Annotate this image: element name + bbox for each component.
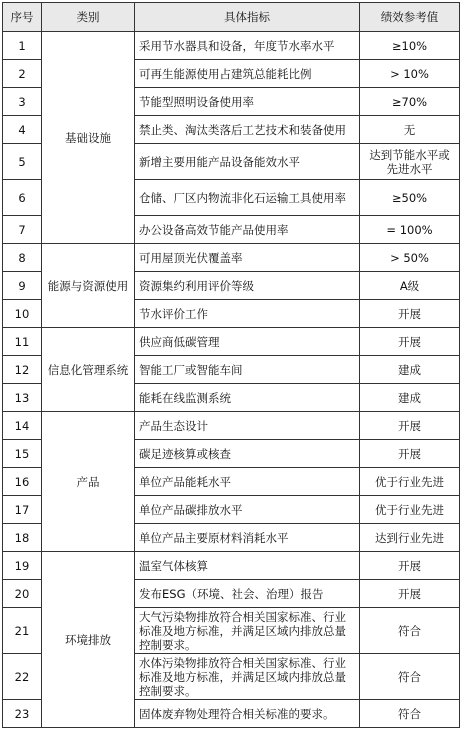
value-cell: 符合: [360, 700, 460, 728]
value-cell: 开展: [360, 440, 460, 468]
category-cell: 基础设施: [42, 32, 135, 244]
indicator-cell: 仓储、厂区内物流非化石运输工具使用率: [135, 180, 360, 216]
header-value: 绩效参考值: [360, 3, 460, 32]
value-cell: 符合: [360, 608, 460, 654]
row-index: 16: [3, 468, 42, 496]
indicator-cell: 能耗在线监测系统: [135, 384, 360, 412]
row-index: 9: [3, 272, 42, 300]
category-cell: 环境排放: [42, 552, 135, 728]
value-cell: 开展: [360, 300, 460, 328]
row-index: 15: [3, 440, 42, 468]
indicator-cell: 单位产品主要原材料消耗水平: [135, 524, 360, 552]
value-cell: ≥70%: [360, 88, 460, 116]
row-index: 10: [3, 300, 42, 328]
row-index: 17: [3, 496, 42, 524]
row-index: 8: [3, 244, 42, 272]
row-index: 21: [3, 608, 42, 654]
indicator-cell: 发布ESG（环境、社会、治理）报告: [135, 580, 360, 608]
value-cell: 开展: [360, 328, 460, 356]
indicator-cell: 温室气体核算: [135, 552, 360, 580]
indicator-cell: 产品生态设计: [135, 412, 360, 440]
indicator-cell: 资源集约利用评价等级: [135, 272, 360, 300]
value-cell: 建成: [360, 356, 460, 384]
table-body: [3, 32, 460, 728]
header-idx: 序号: [3, 3, 42, 32]
table-row: [3, 552, 460, 580]
indicator-cell: 办公设备高效节能产品使用率: [135, 216, 360, 244]
table-header-row: [3, 3, 460, 32]
row-index: 23: [3, 700, 42, 728]
value-cell: = 100%: [360, 216, 460, 244]
table-row: [3, 244, 460, 272]
value-cell: 达到行业先进: [360, 524, 460, 552]
value-cell: 达到节能水平或先进水平: [360, 144, 460, 180]
value-cell: 无: [360, 116, 460, 144]
row-index: 19: [3, 552, 42, 580]
row-index: 4: [3, 116, 42, 144]
indicator-cell: 水体污染物排放符合相关国家标准、行业标准及地方标准，并满足区域内排放总量控制要求。: [135, 654, 360, 700]
table-row: [3, 412, 460, 440]
row-index: 3: [3, 88, 42, 116]
row-index: 6: [3, 180, 42, 216]
row-index: 22: [3, 654, 42, 700]
indicator-cell: 采用节水器具和设备，年度节水率水平: [135, 32, 360, 60]
indicator-cell: 智能工厂或智能车间: [135, 356, 360, 384]
row-index: 11: [3, 328, 42, 356]
header-indicator: 具体指标: [135, 3, 360, 32]
indicator-cell: 禁止类、淘汰类落后工艺技术和装备使用: [135, 116, 360, 144]
value-cell: A级: [360, 272, 460, 300]
table-row: [3, 32, 460, 60]
value-cell: > 50%: [360, 244, 460, 272]
category-cell: 信息化管理系统: [42, 328, 135, 412]
value-cell: 建成: [360, 384, 460, 412]
table-row: [3, 328, 460, 356]
value-cell: 开展: [360, 580, 460, 608]
value-cell: 开展: [360, 412, 460, 440]
value-cell: 优于行业先进: [360, 468, 460, 496]
value-cell: ≥10%: [360, 32, 460, 60]
value-cell: 符合: [360, 654, 460, 700]
indicator-table: [2, 2, 460, 728]
value-cell: > 10%: [360, 60, 460, 88]
row-index: 18: [3, 524, 42, 552]
indicator-cell: 节水评价工作: [135, 300, 360, 328]
header-category: 类别: [42, 3, 135, 32]
indicator-cell: 单位产品能耗水平: [135, 468, 360, 496]
row-index: 20: [3, 580, 42, 608]
indicator-cell: 节能型照明设备使用率: [135, 88, 360, 116]
indicator-cell: 固体废弃物处理符合相关标准的要求。: [135, 700, 360, 728]
indicator-cell: 单位产品碳排放水平: [135, 496, 360, 524]
row-index: 2: [3, 60, 42, 88]
indicator-cell: 供应商低碳管理: [135, 328, 360, 356]
category-cell: 能源与资源使用: [42, 244, 135, 328]
indicator-cell: 大气污染物排放符合相关国家标准、行业标准及地方标准，并满足区域内排放总量控制要求。: [135, 608, 360, 654]
value-cell: 开展: [360, 552, 460, 580]
row-index: 5: [3, 144, 42, 180]
indicator-cell: 新增主要用能产品设备能效水平: [135, 144, 360, 180]
row-index: 14: [3, 412, 42, 440]
row-index: 12: [3, 356, 42, 384]
indicator-cell: 碳足迹核算或核查: [135, 440, 360, 468]
value-cell: 优于行业先进: [360, 496, 460, 524]
value-cell: ≥50%: [360, 180, 460, 216]
indicator-cell: 可再生能源使用占建筑总能耗比例: [135, 60, 360, 88]
category-cell: 产品: [42, 412, 135, 552]
row-index: 1: [3, 32, 42, 60]
row-index: 13: [3, 384, 42, 412]
row-index: 7: [3, 216, 42, 244]
indicator-cell: 可用屋顶光伏覆盖率: [135, 244, 360, 272]
